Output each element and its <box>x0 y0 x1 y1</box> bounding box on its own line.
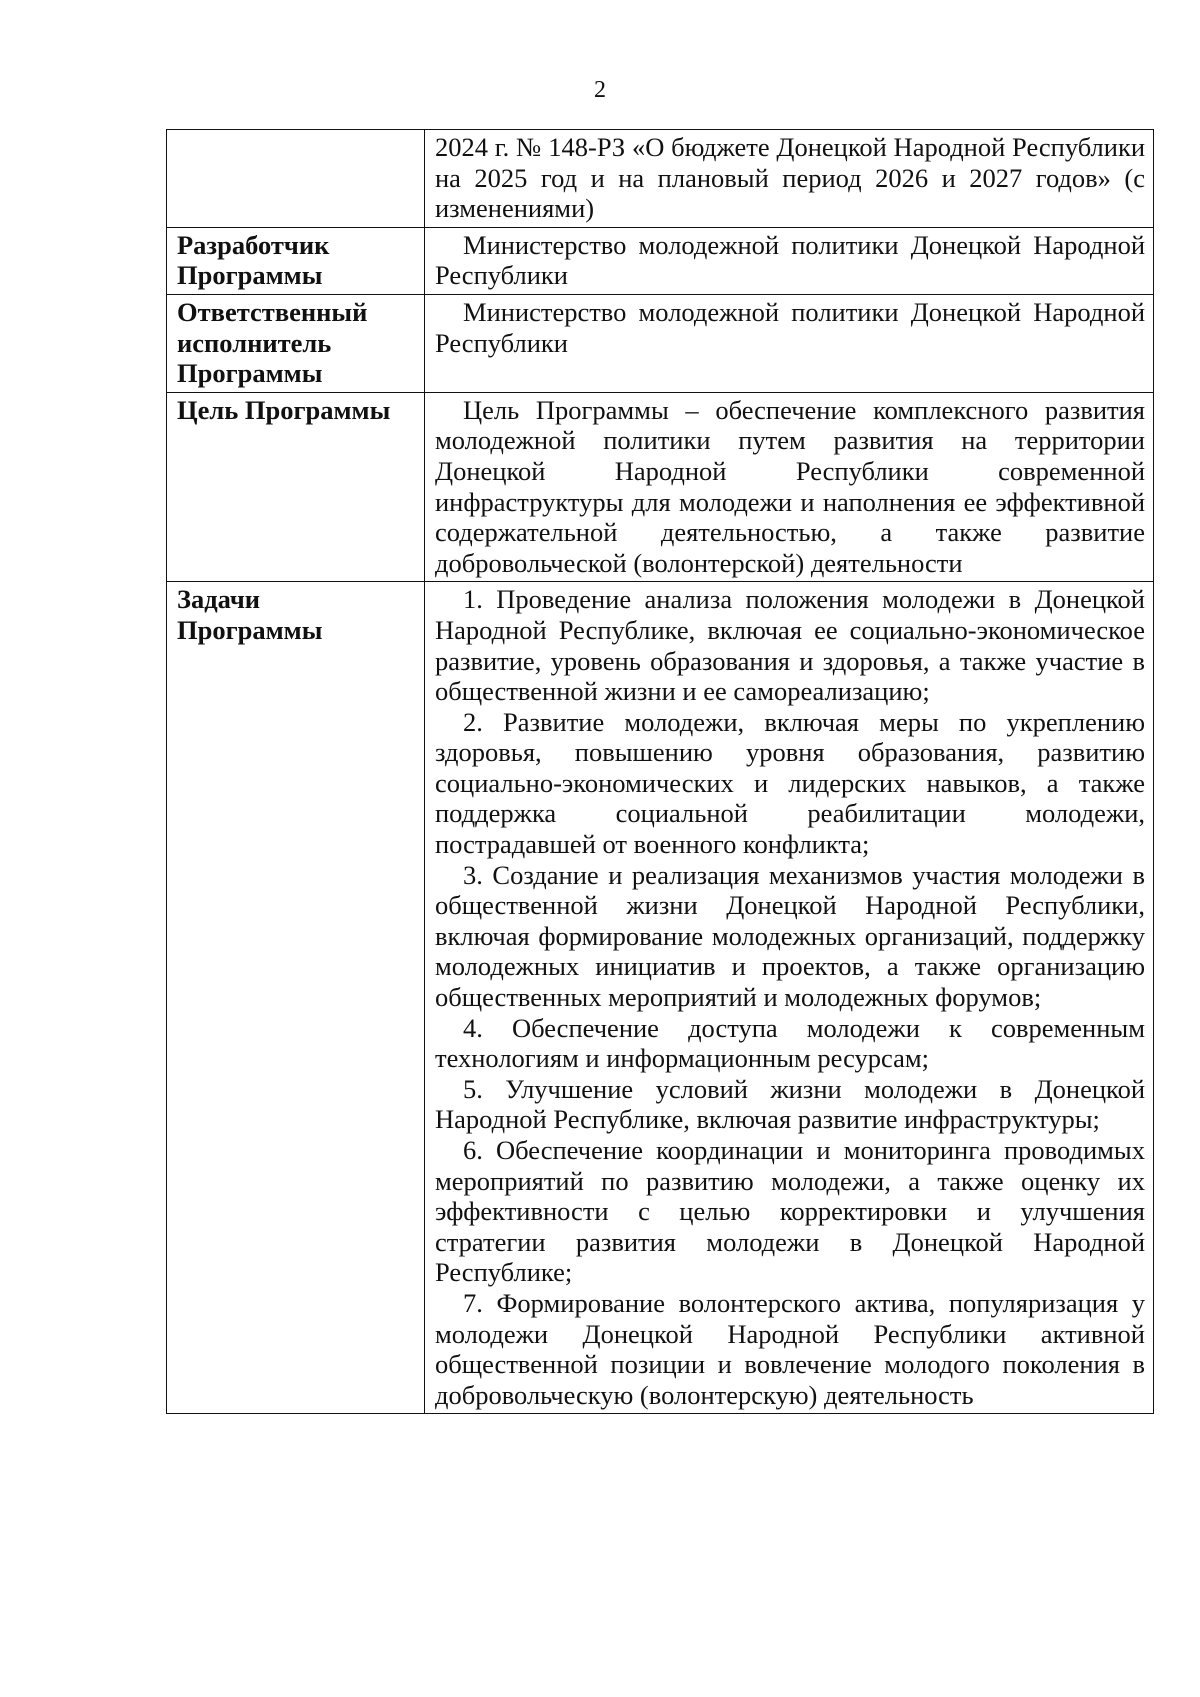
label-line: Программы <box>177 358 323 389</box>
program-passport-table <box>166 129 1154 1414</box>
task-item: 5. Улучшение условий жизни молодежи в Донецкой Народной Республике, включая развитие инфраструктуры; <box>435 1073 1145 1135</box>
table-row-tasks <box>167 582 1154 1414</box>
table-row-goal <box>167 392 1154 582</box>
label-cell-developer <box>167 227 425 294</box>
label-line: Программы <box>177 614 323 645</box>
task-item: 2. Развитие молодежи, включая меры по укреплению здоровья, повышению уровня образования, развитию социально-экономических и лидерских навыков, а также поддержка социальной реабилитации молодежи, пострадавшей от военного конфликта; <box>435 706 1145 860</box>
label-line: Ответственный <box>177 296 368 327</box>
label-line: Программы <box>177 260 323 291</box>
value-cell-responsible-executor <box>425 294 1154 392</box>
developer-text: Министерство молодежной политики Донецкой Народной Республики <box>435 229 1145 291</box>
table-row-responsible-executor <box>167 294 1154 392</box>
task-item: 1. Проведение анализа положения молодежи в Донецкой Народной Республике, включая ее социально-экономическое развитие, уровень образования и здоровья, а также участие в общественной жизни и ее самореализацию; <box>435 584 1145 707</box>
label-line: Задачи <box>177 584 261 615</box>
table-row-continuation <box>167 130 1154 228</box>
label-cell-responsible-executor <box>167 294 425 392</box>
responsible-executor-text: Министерство молодежной политики Донецкой Народной Республики <box>435 296 1145 358</box>
label-line: Разработчик <box>177 229 330 260</box>
value-cell-continuation <box>425 130 1154 228</box>
page-number: 2 <box>594 77 606 103</box>
label-cell-goal <box>167 392 425 582</box>
value-cell-developer <box>425 227 1154 294</box>
label-line: исполнитель <box>177 327 332 358</box>
table-row-developer <box>167 227 1154 294</box>
value-cell-tasks <box>425 582 1154 1414</box>
label-line: Цель Программы <box>177 394 391 425</box>
label-cell-tasks <box>167 582 425 1414</box>
task-item: 4. Обеспечение доступа молодежи к современным технологиям и информационным ресурсам; <box>435 1012 1145 1074</box>
task-item: 3. Создание и реализация механизмов участия молодежи в общественной жизни Донецкой Народной Республики, включая формирование молодежных организаций, поддержку молодежных инициатив и проектов, а также организацию общественных мероприятий и молодежных форумов; <box>435 859 1145 1013</box>
continuation-text: 2024 г. № 148-РЗ «О бюджете Донецкой Народной Республики на 2025 год и на плановый период 2026 и 2027 годов» (с изменениями) <box>435 132 1145 224</box>
goal-text: Цель Программы – обеспечение комплексного развития молодежной политики путем развития на территории Донецкой Народной Республики современной инфраструктуры для молодежи и наполнения ее эффективной содержательной деятельностью, а также развитие добровольческой (волонтерской) деятельности <box>435 394 1145 578</box>
label-cell-empty <box>167 130 425 228</box>
value-cell-goal <box>425 392 1154 582</box>
task-item: 6. Обеспечение координации и мониторинга проводимых мероприятий по развитию молодежи, а также оценку их эффективности с целью корректировки и улучшения стратегии развития молодежи в Донецкой Народной Республике; <box>435 1135 1145 1288</box>
task-item: 7. Формирование волонтерского актива, популяризация у молодежи Донецкой Народной Республики активной общественной позиции и вовлечение молодого поколения в добровольческую (волонтерскую) деятельность <box>435 1287 1145 1410</box>
